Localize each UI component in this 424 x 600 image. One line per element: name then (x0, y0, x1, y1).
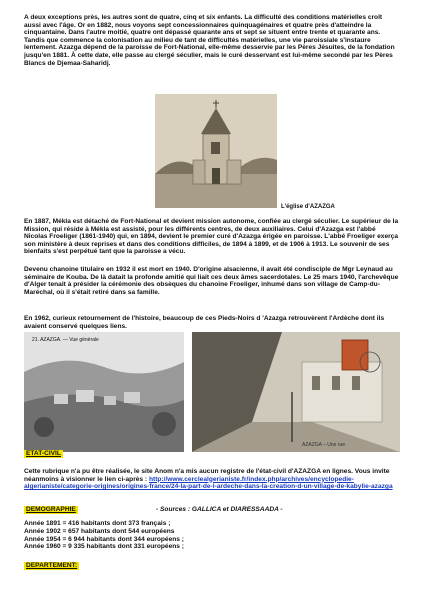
paragraph-mekla: En 1887, Mékla est détaché de Fort-National et devient mission autonome, confiée au clergé séculier. Le supérieur de la Mission, qui réside à Mékla est assisté, pour les différents centres, de deux auxiliaires. Celui d'Azazga est l'abbé Nicolas Froeliger (1861-1940) qui, en 1894, devient le premier curé d'Azazga érigée en paroisse. L'abbé Froeliger exerça son ministère à deux reprises et dans des conditions difficiles, de 1894 à 1899, et de 1906 à 1913. Le souvenir de ses bienfaits s'est perpétué tant que la paroisse a vécu. (24, 218, 399, 256)
church-photo (155, 94, 277, 208)
paragraph-intro: A deux exceptions près, les autres sont de quatre, cinq et six enfants. La difficulté des conditions matérielles croît aussi avec l'âge. Or en 1882, nous voyons sept concessionnaires quinquagénaires et quatre près d'atteindre la cinquantaine. Dans l'autre moitié, quatre ont dépassé quarante ans et sept se situent entre trente et quarante ans. Tandis que commence la colonisation au milieu de tant de difficultés matérielles, une vie paroissiale s'instaure lentement. Azazga dépend de la paroisse de Fort-National, elle-même desservie par les Pères Jésuites, de la fondation jusqu'en 1881. À cette date, elle passe au clergé séculier, mais le curé desservant est lui-même secondé par les Pères Blancs de Djemaa-Saharidj. (24, 14, 395, 67)
town-illustration (24, 332, 184, 452)
street-label: AZAZGA – Une rue (302, 442, 346, 448)
paragraph-chanoine: Devenu chanoine titulaire en 1932 il est mort en 1940. D'origine alsacienne, il avait été condisciple de Mgr Leynaud au séminaire de Kouba. De là datait la profonde amitié qui liait ces deux âmes sacerdotales. Le 25 mars 1940, l'archevêque d'Alger tenait à présider la cérémonie des obsèques du chanoine Froeliger, inhumé dans son village de Camp-du-Maréchal, où il s'était retiré dans sa famille. (24, 266, 399, 296)
demographie-item: Année 1954 = 6 944 habitants dont 344 européens ; (24, 535, 184, 543)
town-label: 21. AZAZGA. — Vue générale (32, 337, 99, 343)
demographie-item: Année 1891 = 416 habitants dont 373 français ; (24, 520, 171, 527)
church-caption: L'église d'AZAZGA (281, 204, 335, 210)
demographie-item: Année 1960 = 9 335 habitants dont 331 européens ; (24, 543, 184, 551)
etat-civil-text: Cette rubrique n'a pu être réalisée, le site Anom n'a mis aucun registre de l'état-civil d'AZAZGA en lignes. Vous invite néanmoins à visionner le lien ci-après : (24, 468, 390, 483)
demographie-list (24, 520, 400, 551)
sources-line: - Sources : GALLICA et DIARESSAADA - (156, 506, 283, 513)
paragraph-ardeche: En 1962, curieux retournement de l'histoire, beaucoup de ces Pieds-Noirs d 'Azazga retrouvèrent l'Ardèche dont ils avaient conservé quelques liens. (24, 315, 385, 330)
departement-heading: DEPARTEMENT: (26, 562, 78, 569)
cerclealgerianiste-link[interactable]: http://www.cerclealgerianiste.fr/index.php/archives/encyclopedie-algerianiste/categorie-origines/origines-france/24-la-part-de-l-ardeche-dans-la-creation-d-un-village-de-kabylie-azazga (24, 475, 393, 491)
church-illustration (155, 94, 277, 208)
demographie-item: Année 1902 = 657 habitants dont 544 européens (24, 527, 175, 535)
etat-civil-heading: ETAT-CIVIL (26, 450, 61, 457)
town-photo (24, 332, 184, 452)
street-photo (192, 332, 400, 452)
paragraph-etat-civil (24, 468, 400, 491)
demographie-heading: DEMOGRAPHIE (26, 506, 76, 513)
street-illustration (192, 332, 400, 452)
